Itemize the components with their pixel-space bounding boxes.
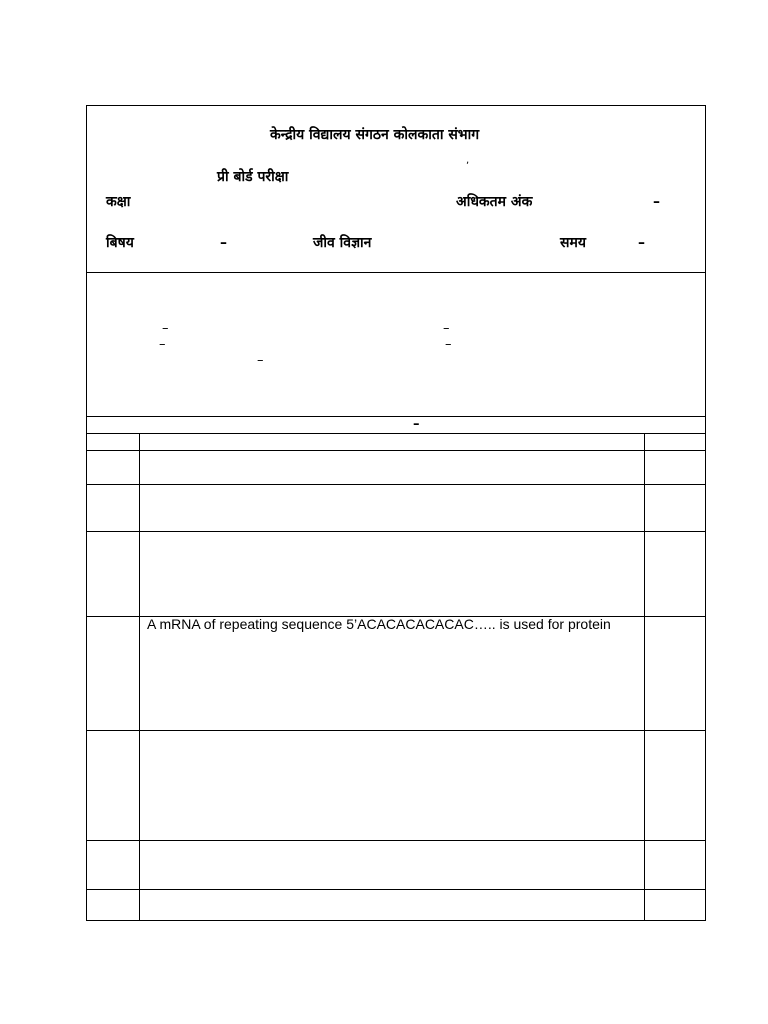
exam-title: प्री बोर्ड परीक्षा xyxy=(217,169,289,185)
instruction-dash-2: – xyxy=(443,321,450,336)
instruction-dash-1: – xyxy=(162,321,169,336)
subject-dash: – xyxy=(220,235,227,251)
max-marks-label: अधिकतम अंक xyxy=(456,194,533,210)
time-label: समय xyxy=(560,235,586,251)
header-divider xyxy=(86,272,706,273)
section-heading-dash: – xyxy=(413,417,420,432)
table-row-line xyxy=(86,531,706,532)
time-dash: – xyxy=(638,235,645,251)
subject-label: बिषय xyxy=(106,235,134,251)
class-label: कक्षा xyxy=(106,194,131,210)
question-paper-frame xyxy=(86,105,706,921)
subject-value: जीव विज्ञान xyxy=(313,235,372,251)
instructions-divider xyxy=(86,416,706,417)
table-row-line xyxy=(86,484,706,485)
table-row-line xyxy=(86,730,706,731)
table-row-line xyxy=(86,840,706,841)
table-row-line xyxy=(86,889,706,890)
table-col-divider-1 xyxy=(139,433,140,921)
instruction-dash-4: – xyxy=(445,337,452,352)
table-col-divider-2 xyxy=(644,433,645,921)
table-top-line xyxy=(86,433,706,434)
instruction-dash-5: – xyxy=(257,353,264,368)
question-text-mrna: A mRNA of repeating sequence 5’ACACACACACAC….. is used for protein xyxy=(147,616,611,632)
organization-title: केन्द्रीय विद्यालय संगठन कोलकाता संभाग xyxy=(270,127,480,143)
max-marks-dash: – xyxy=(653,194,660,210)
instruction-dash-3: – xyxy=(159,337,166,352)
comma-mark: , xyxy=(466,155,470,166)
table-row-line xyxy=(86,450,706,451)
